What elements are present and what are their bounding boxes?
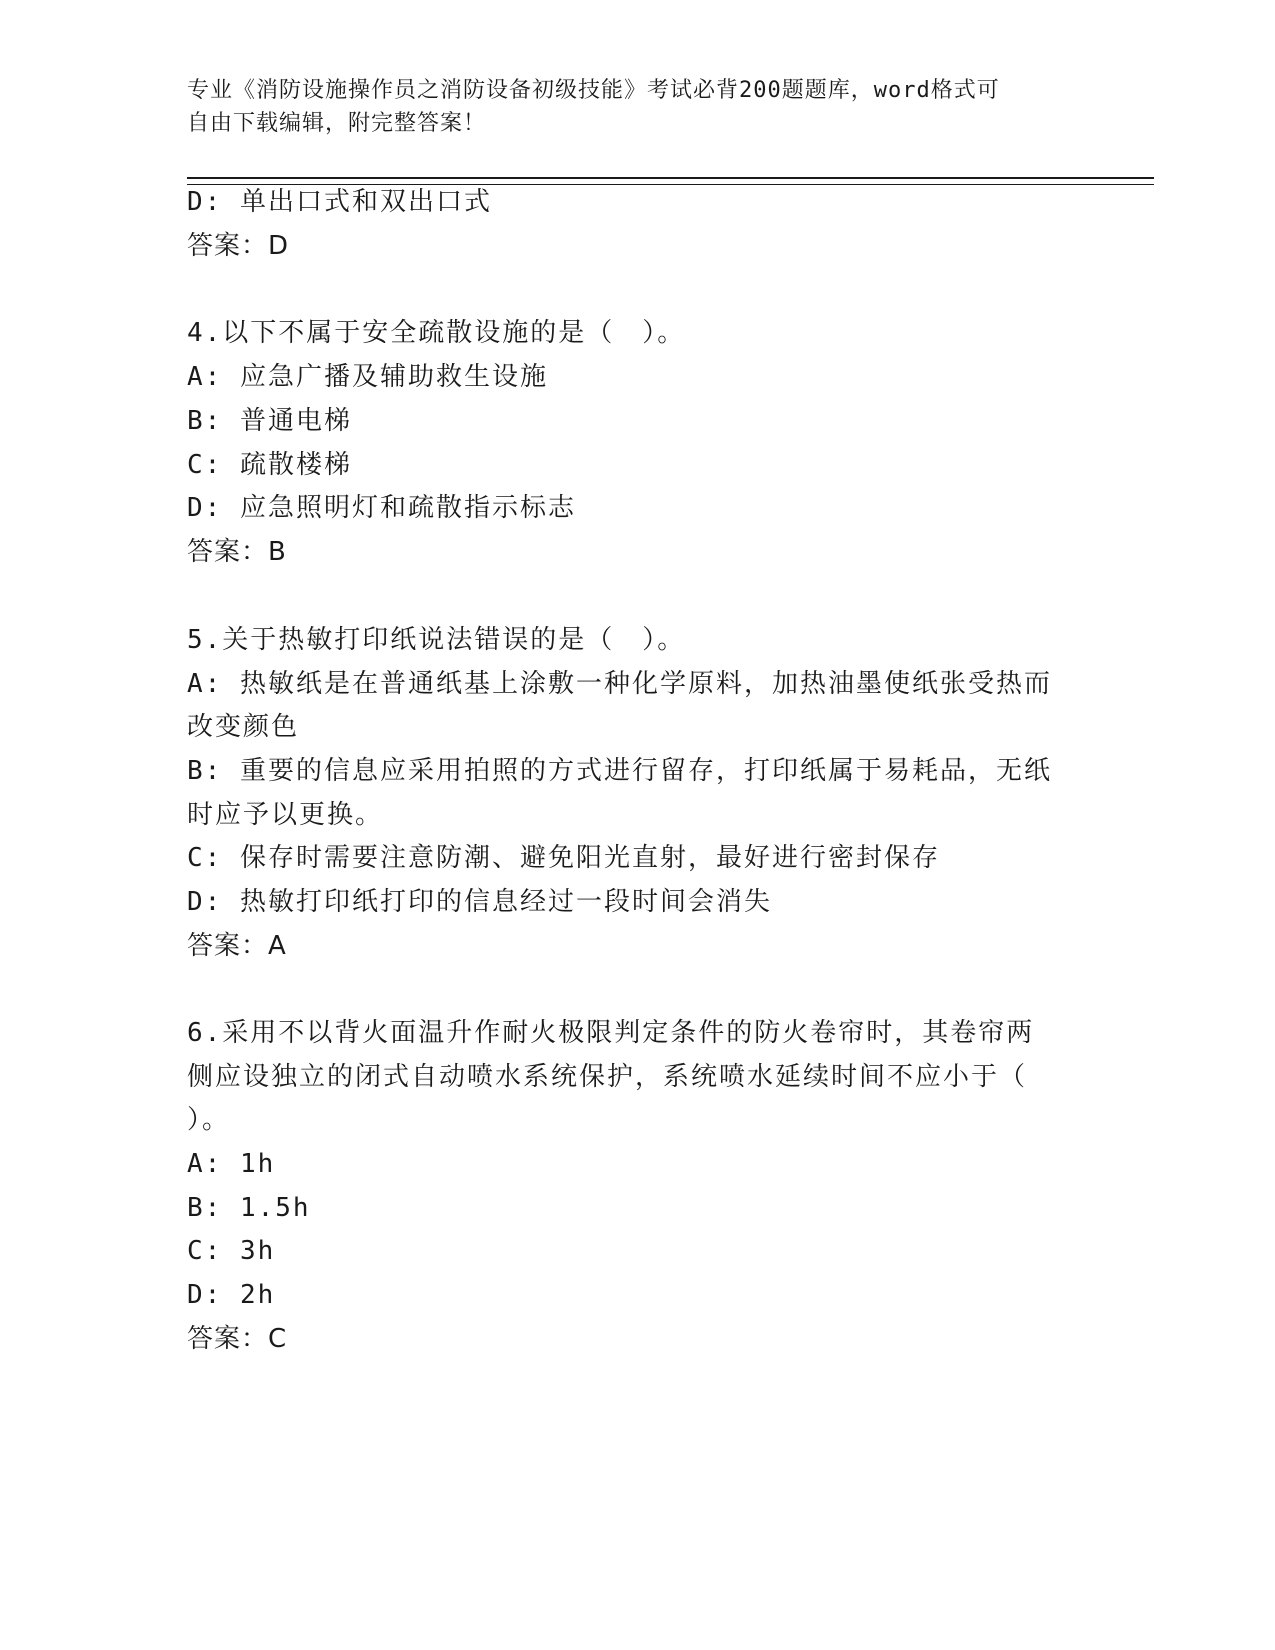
header-title-line-2: 自由下载编辑，附完整答案！: [187, 111, 487, 136]
q5-option-b-line-2: 时应予以更换。: [187, 800, 384, 830]
q5-answer: 答案：A: [187, 931, 287, 961]
q4-answer: 答案：B: [187, 537, 287, 567]
q5-option-c: C: 保存时需要注意防潮、避免阳光直射，最好进行密封保存: [187, 843, 940, 873]
q6-stem-line-1: 6.采用不以背火面温升作耐火极限判定条件的防火卷帘时，其卷帘两: [187, 1018, 1035, 1048]
q6-option-d: D: 2h: [187, 1280, 276, 1310]
q6-option-c: C: 3h: [187, 1236, 276, 1266]
q5-option-d: D: 热敏打印纸打印的信息经过一段时间会消失: [187, 887, 772, 917]
q6-stem-line-3: ）。: [187, 1105, 231, 1135]
q6-stem-line-2: 侧应设独立的闭式自动喷水系统保护，系统喷水延续时间不应小于（: [187, 1062, 1028, 1092]
document-header: [187, 74, 1067, 140]
q5-option-a-line-1: A: 热敏纸是在普通纸基上涂敷一种化学原料，加热油墨使纸张受热而: [187, 669, 1052, 699]
q6-answer: 答案：C: [187, 1324, 288, 1354]
q4-option-c: C: 疏散楼梯: [187, 450, 352, 480]
q5-option-a-line-2: 改变颜色: [187, 712, 300, 742]
q3-option-d: D: 单出口式和双出口式: [187, 187, 492, 217]
q4-option-d: D: 应急照明灯和疏散指示标志: [187, 493, 576, 523]
q6-option-a: A: 1h: [187, 1149, 276, 1179]
q4-option-b: B: 普通电梯: [187, 406, 352, 436]
q3-answer: 答案：D: [187, 231, 290, 261]
q5-stem: 5.关于热敏打印纸说法错误的是（ ）。: [187, 625, 686, 655]
q4-option-a: A: 应急广播及辅助救生设施: [187, 362, 548, 392]
q4-stem: 4.以下不属于安全疏散设施的是（ ）。: [187, 318, 686, 348]
header-title-line-1: 专业《消防设施操作员之消防设备初级技能》考试必背200题题库，word格式可: [187, 78, 1000, 103]
q5-option-b-line-1: B: 重要的信息应采用拍照的方式进行留存，打印纸属于易耗品，无纸: [187, 756, 1052, 786]
q6-option-b: B: 1.5h: [187, 1193, 311, 1223]
